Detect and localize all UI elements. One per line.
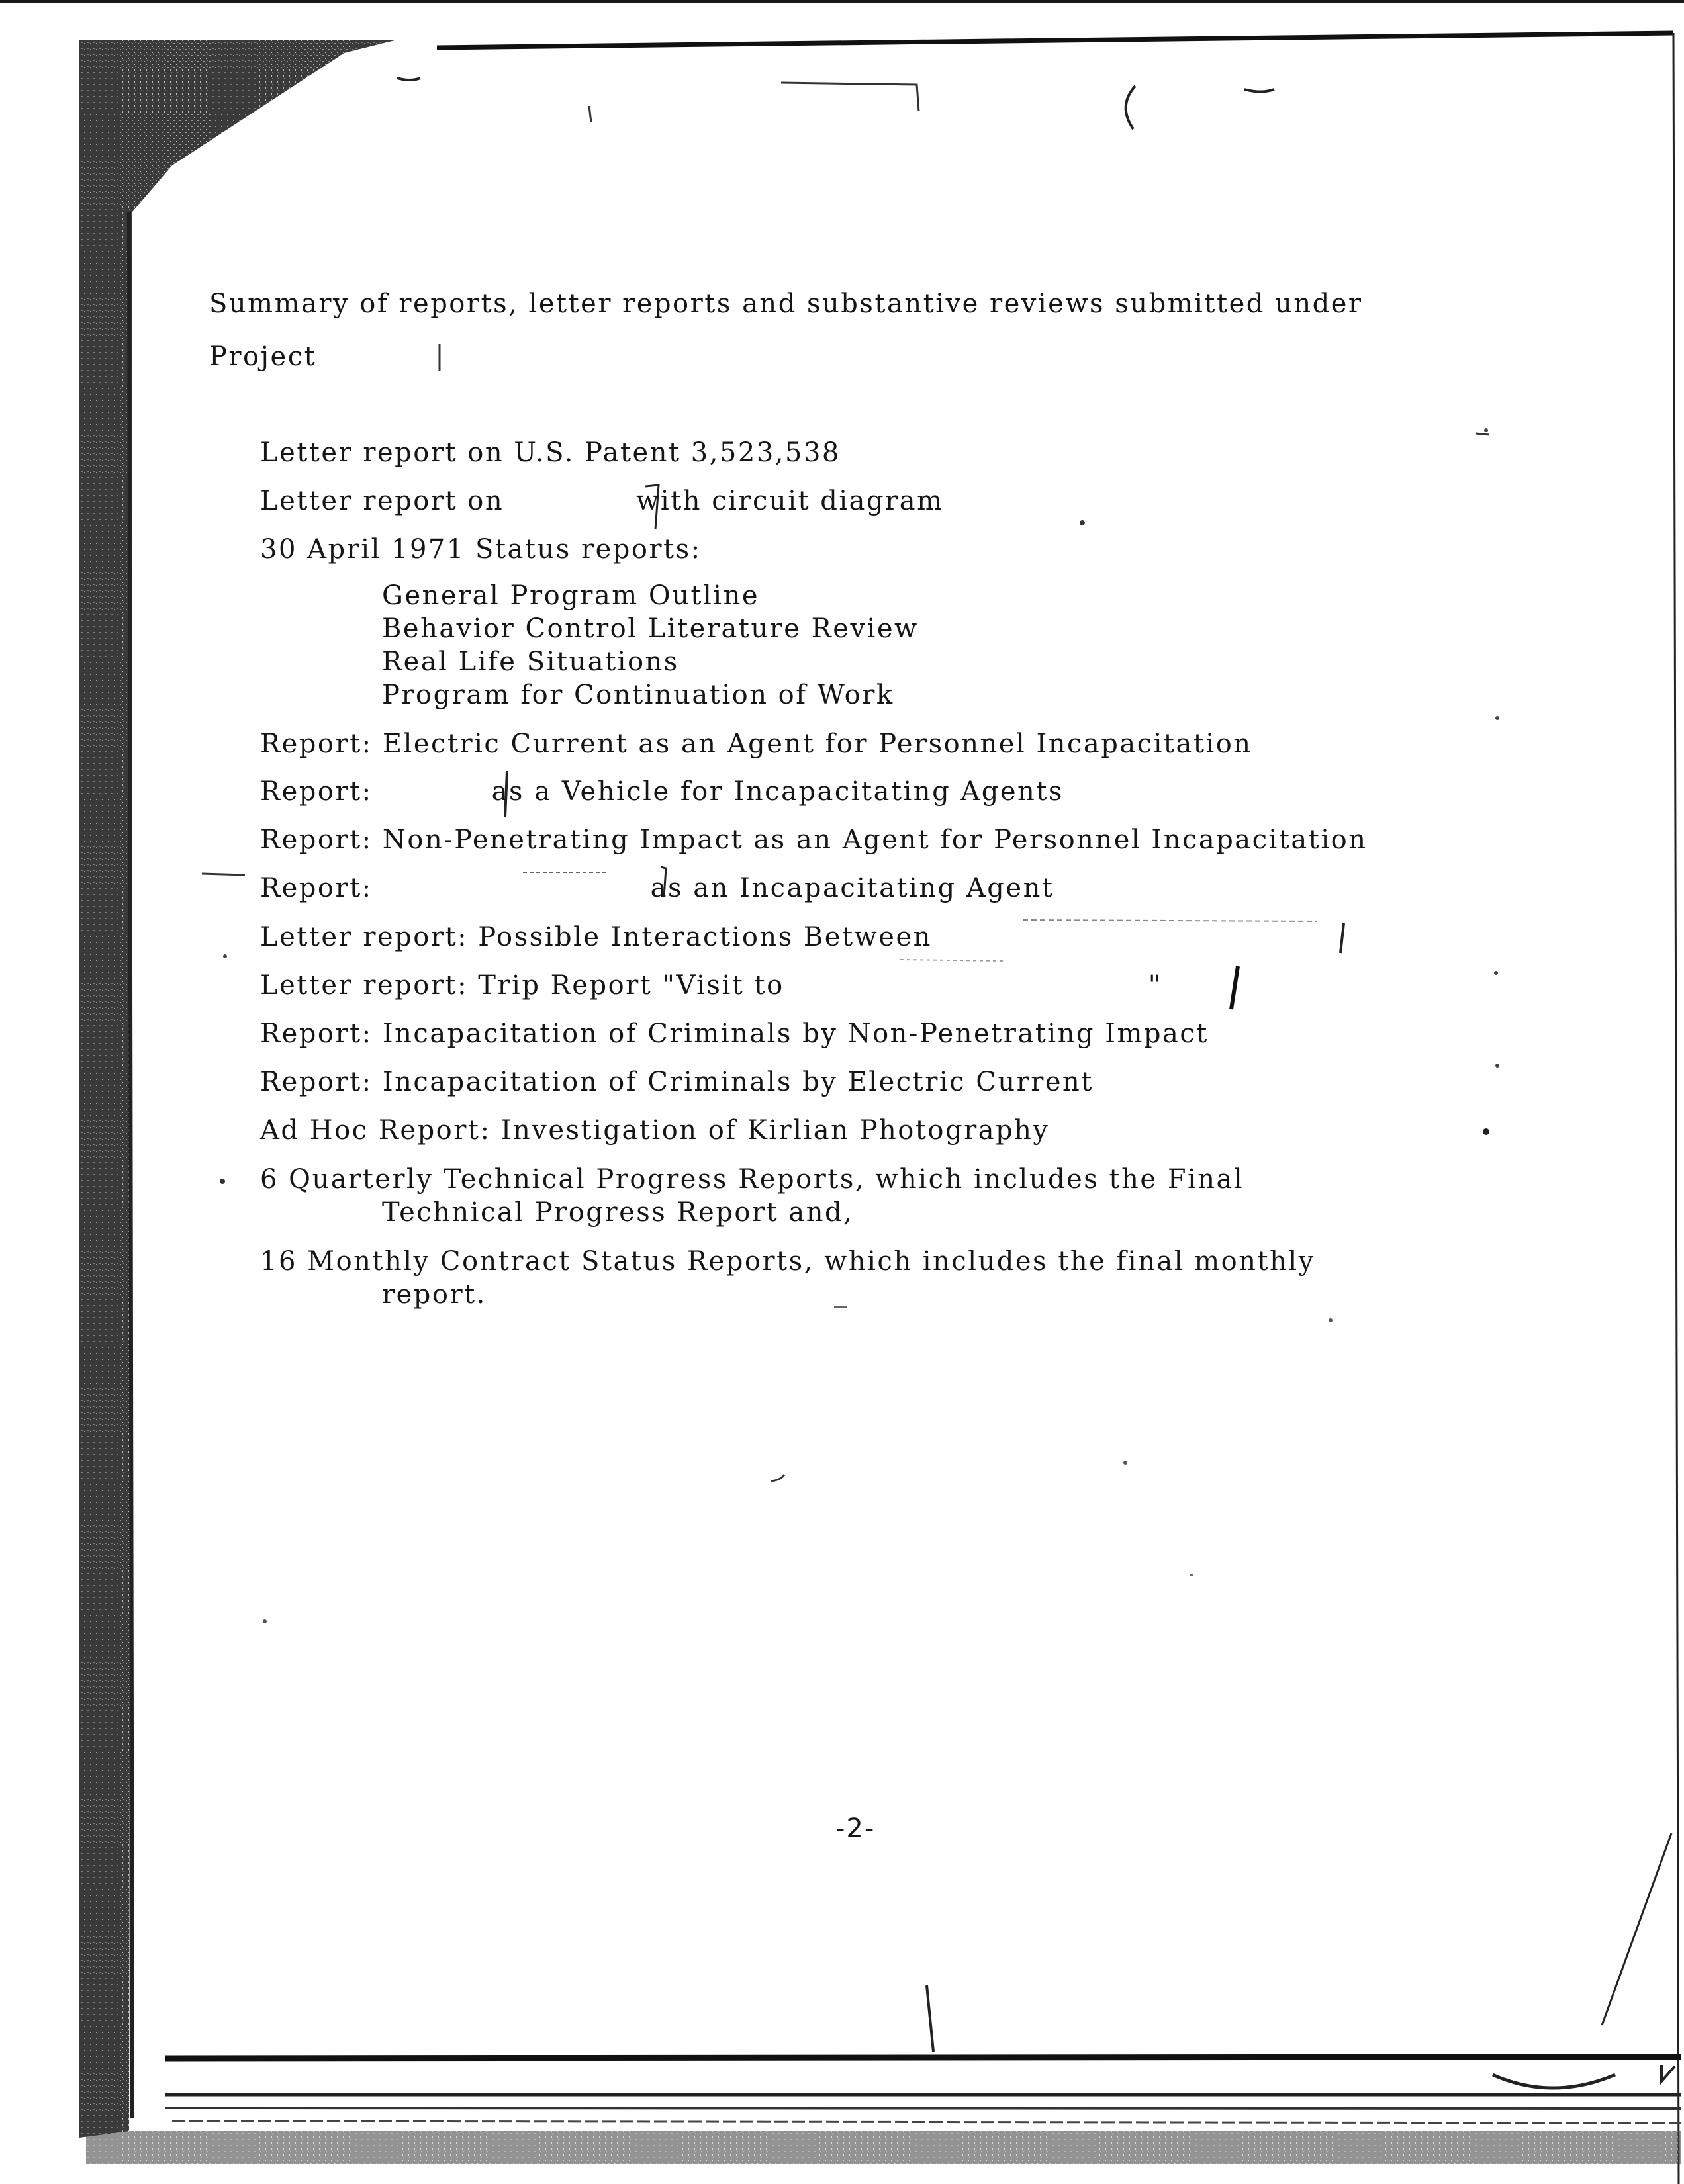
list-item-suffix: "	[1148, 970, 1162, 1001]
list-item: 30 April 1971 Status reports:	[260, 534, 702, 565]
top-edge	[0, 0, 1684, 3]
list-item-suffix: as an Incapacitating Agent	[650, 873, 1054, 903]
list-item: Letter report: Possible Interactions Between	[260, 922, 932, 952]
status-report-item: Behavior Control Literature Review	[382, 614, 919, 644]
list-item: Report: Incapacitation of Criminals by Electric Current	[260, 1067, 1094, 1097]
list-item: 16 Monthly Contract Status Reports, which includes the final monthly	[260, 1246, 1315, 1277]
summary-heading-line2	[209, 341, 316, 373]
list-item-prefix: Letter report on	[260, 486, 504, 516]
list-item	[260, 776, 1064, 807]
list-item: Ad Hoc Report: Investigation of Kirlian Photography	[260, 1115, 1050, 1146]
list-item	[260, 970, 1162, 1001]
list-item: Letter report on U.S. Patent 3,523,538	[260, 437, 841, 468]
list-item-continuation: Technical Progress Report and,	[382, 1197, 854, 1228]
list-item	[260, 485, 944, 517]
summary-heading-line1: Summary of reports, letter reports and substantive reviews submitted under	[209, 289, 1363, 319]
list-item: Report: Incapacitation of Criminals by Non-Penetrating Impact	[260, 1019, 1209, 1049]
status-report-item: Program for Continuation of Work	[382, 680, 894, 710]
list-item-prefix: Report:	[260, 776, 373, 807]
list-item-suffix: as a Vehicle for Incapacitating Agents	[491, 776, 1064, 807]
list-item: Report: Non-Penetrating Impact as an Agent for Personnel Incapacitation	[260, 825, 1368, 855]
project-label: Project	[209, 341, 317, 372]
list-item-prefix: Report:	[260, 873, 373, 903]
status-report-item: Real Life Situations	[382, 647, 679, 677]
page-number: -2-	[835, 1813, 876, 1844]
list-item: 6 Quarterly Technical Progress Reports, which includes the Final	[260, 1164, 1244, 1195]
list-item-continuation: report.	[382, 1279, 487, 1310]
list-item-prefix: Letter report: Trip Report "Visit to	[260, 970, 784, 1001]
list-item: Report: Electric Current as an Agent for Personnel Incapacitation	[260, 729, 1252, 759]
list-item-suffix: with circuit diagram	[636, 486, 944, 516]
status-report-item: General Program Outline	[382, 580, 760, 611]
list-item	[260, 872, 1054, 904]
